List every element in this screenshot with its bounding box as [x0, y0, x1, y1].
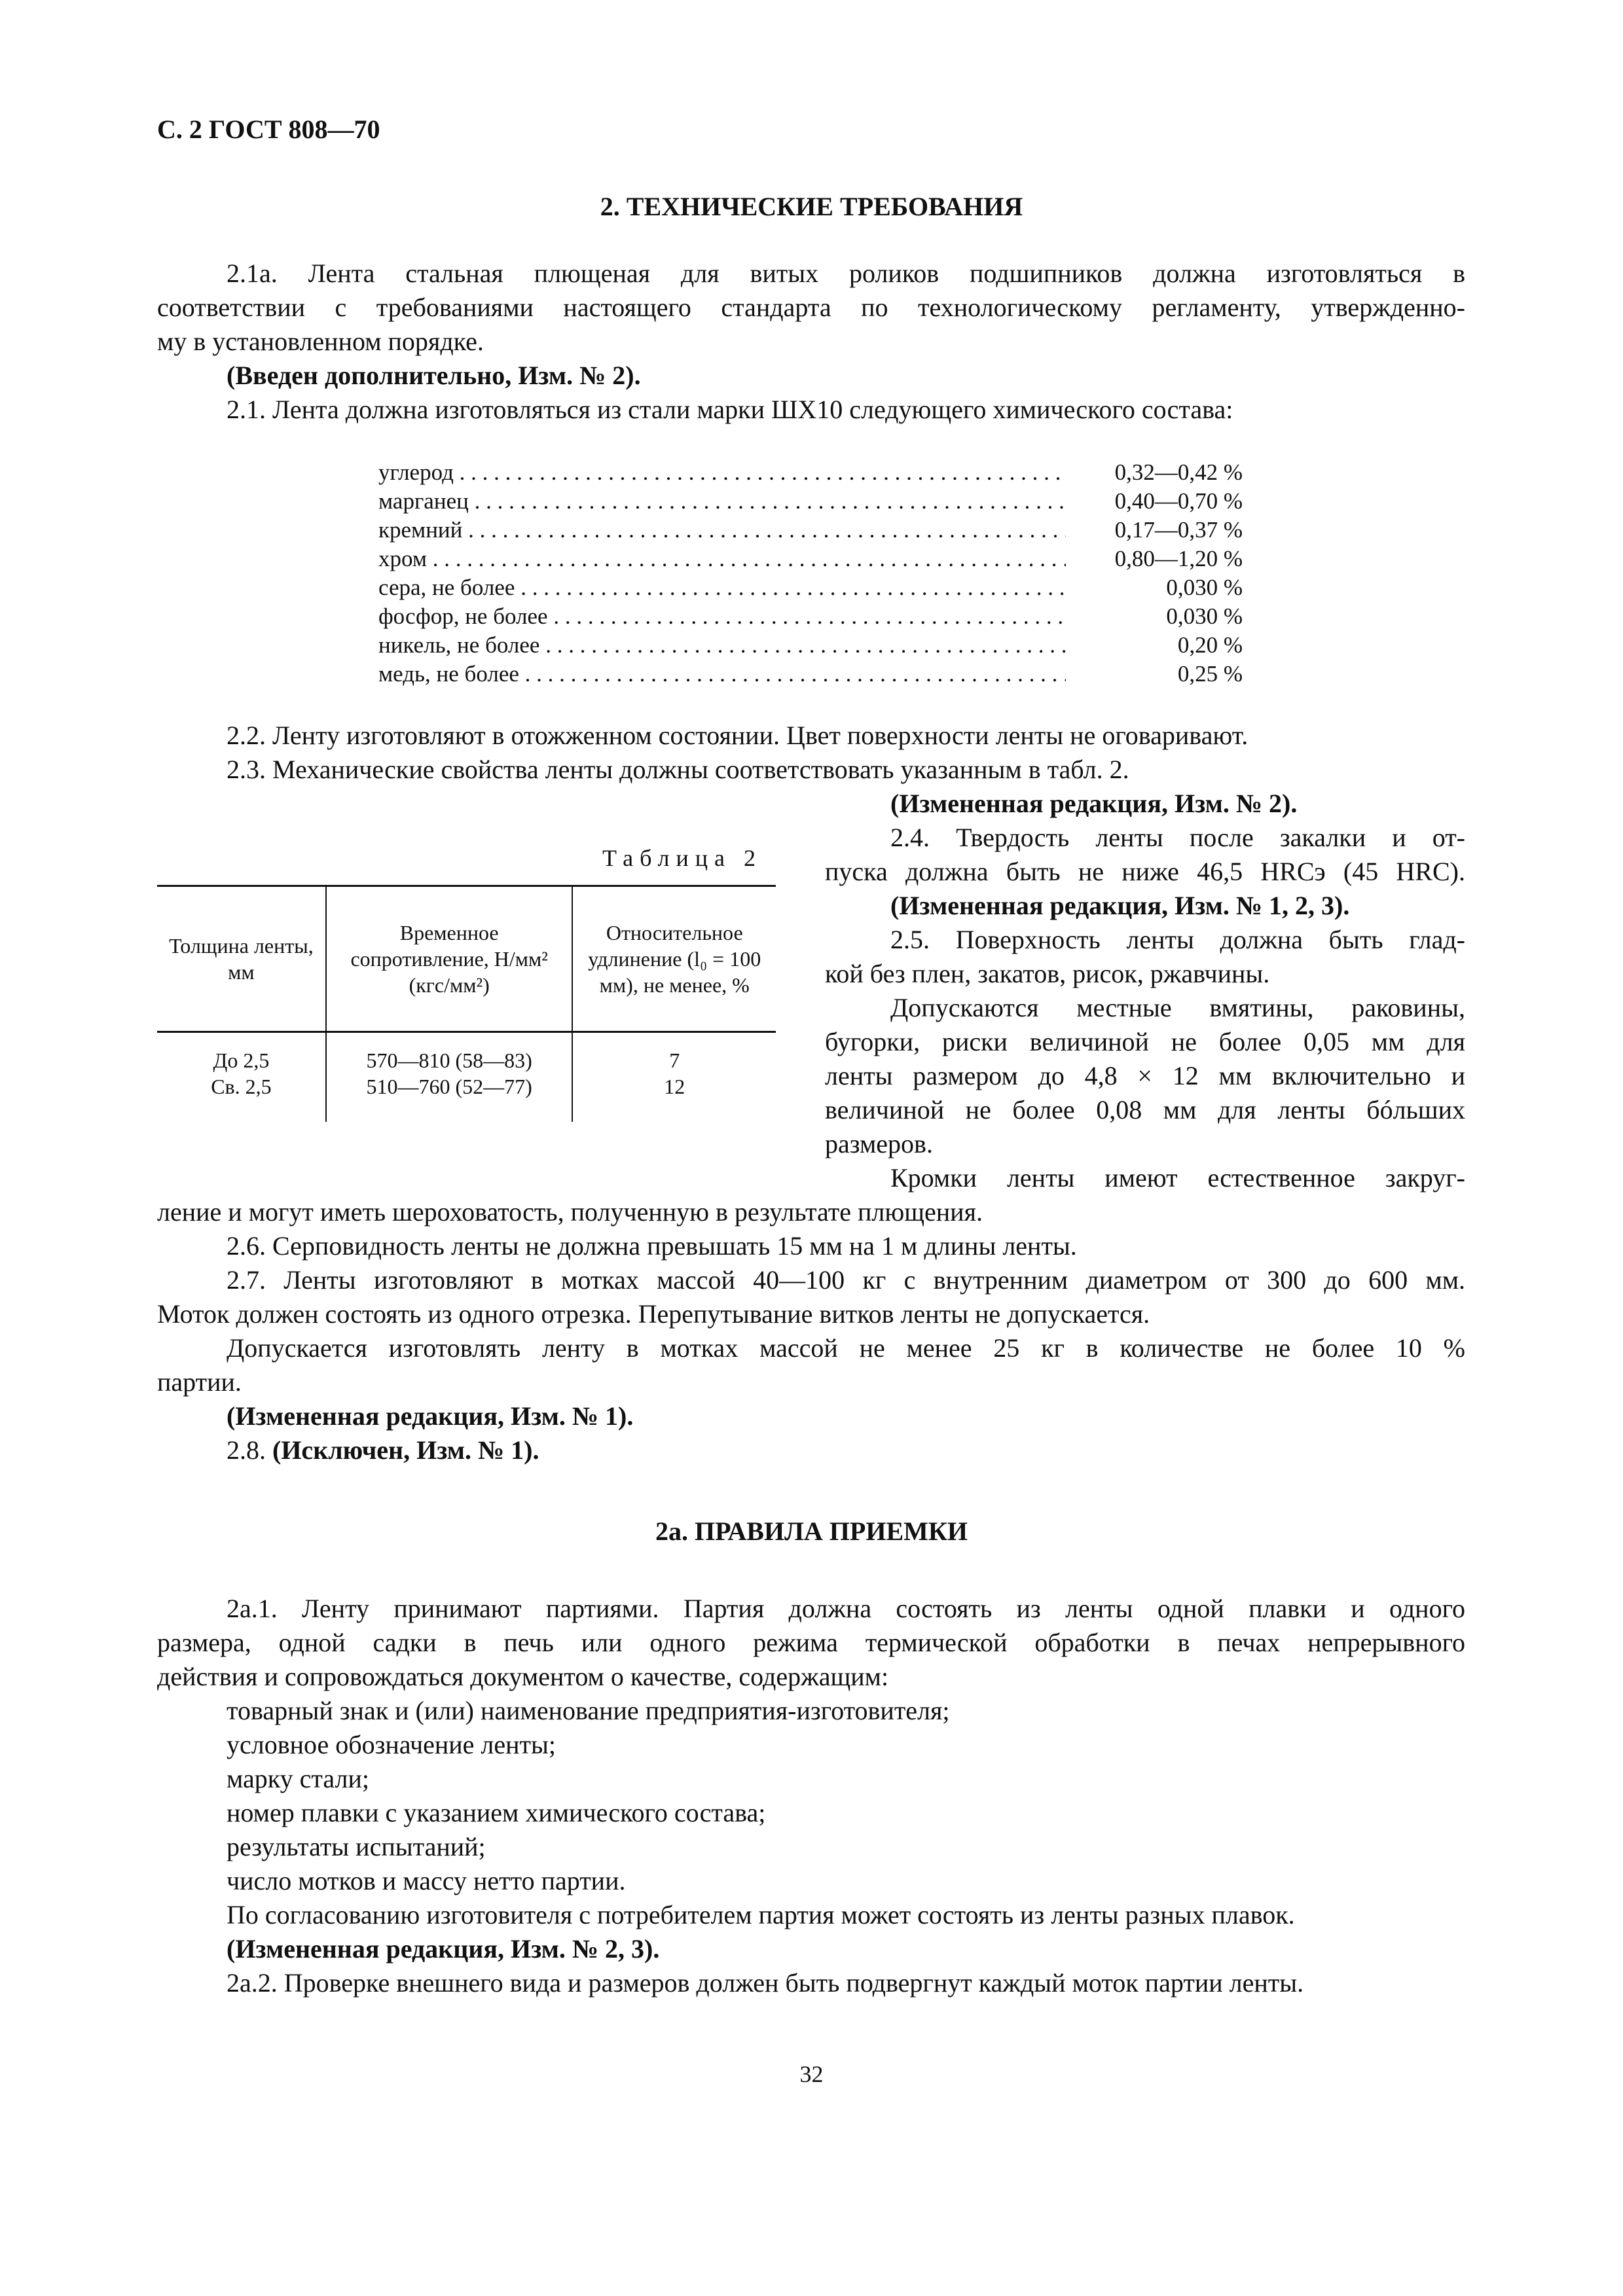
chem-name: сера, не более . . . — [378, 573, 1066, 602]
chem-row — [378, 545, 1243, 573]
cell-value: 12 — [664, 1075, 685, 1098]
p21: 2.1. Лента должна изготовляться из стали марки ШХ10 следующего химического состава: — [227, 395, 1233, 424]
p21a-note: (Введен дополнительно, Изм. № 2). — [227, 361, 641, 390]
p23-note: (Измененная редакция, Изм. № 2). — [890, 789, 1298, 818]
chem-row — [378, 660, 1243, 689]
col-header-thickness: Толщина ленты, мм — [157, 886, 326, 1032]
chem-name: марганец . . . — [378, 487, 1066, 516]
chem-row — [378, 458, 1243, 487]
chem-value: 0,030 % — [1166, 575, 1243, 600]
col-header-strength: Временное сопротивление, Н/мм² (кгс/мм²) — [326, 886, 573, 1032]
p28-number: 2.8. — [227, 1435, 266, 1465]
chem-value: 0,40—0,70 % — [1114, 488, 1243, 514]
page-header: С. 2 ГОСТ 808—70 — [157, 115, 380, 144]
p21a-line1: 2.1а. Лента стальная плющеная для витых роликов подшипников должна изготовляться в — [227, 259, 1465, 288]
p25-line2: кой без плен, закатов, рисок, ржавчины. — [825, 959, 1270, 988]
p25b-line5: размеров. — [825, 1129, 933, 1158]
chem-row — [378, 573, 1243, 602]
p27b-line1: Допускается изготовлять ленту в мотках массой не менее 25 кг в количестве не более 10 % — [227, 1333, 1465, 1363]
table-cell — [326, 1032, 573, 1122]
chem-name: хром . . . — [378, 545, 1066, 573]
section-2-title: 2. ТЕХНИЧЕСКИЕ ТРЕБОВАНИЯ — [600, 192, 1023, 221]
page-number: 32 — [799, 2061, 824, 2087]
col-header-elongation: Относительное удлинение (l₀ = 100 мм), не менее, % — [572, 886, 776, 1032]
section-2a-title: 2а. ПРАВИЛА ПРИЕМКИ — [655, 1516, 968, 1546]
table-header-row — [157, 886, 776, 1032]
list-item: результаты испытаний; — [227, 1832, 486, 1861]
table-cell — [157, 1032, 326, 1122]
list-item: номер плавки с указанием химического состава; — [227, 1798, 766, 1827]
p25c-line1: Кромки ленты имеют естественное закруг- — [890, 1163, 1465, 1193]
p27-line2: Моток должен состоять из одного отрезка. Перепутывание витков ленты не допускается. — [157, 1299, 1150, 1329]
table-row — [157, 1032, 776, 1122]
chem-row — [378, 602, 1243, 631]
p25b-line1: Допускаются местные вмятины, раковины, — [890, 993, 1465, 1022]
cell-value: 7 — [669, 1049, 680, 1072]
chem-value: 0,32—0,42 % — [1114, 459, 1243, 485]
p26: 2.6. Серповидность ленты не должна превышать 15 мм на 1 м длины ленты. — [227, 1231, 1077, 1261]
p22: 2.2. Ленту изготовляют в отожженном состоянии. Цвет поверхности ленты не оговаривают. — [227, 721, 1249, 750]
p27-note: (Измененная редакция, Изм. № 1). — [227, 1401, 634, 1431]
p2a1b: По согласованию изготовителя с потребителем партия может состоять из ленты разных плавок. — [227, 1900, 1295, 1929]
chem-row — [378, 631, 1243, 660]
p2a1-line3: действия и сопровождаться документом о качестве, содержащим: — [157, 1662, 889, 1691]
chem-name: медь, не более . . . — [378, 660, 1066, 689]
p25b-line4: величиной не более 0,08 мм для ленты бóльших — [825, 1095, 1465, 1124]
p24-line1: 2.4. Твердость ленты после закалки и от- — [890, 823, 1465, 852]
cell-value: Св. 2,5 — [211, 1075, 272, 1098]
p21a-line3: му в установленном порядке. — [157, 327, 484, 356]
list-item: условное обозначение ленты; — [227, 1730, 556, 1759]
chem-value: 0,030 % — [1166, 603, 1243, 629]
chem-name: углерод . . . — [378, 458, 1066, 487]
list-item: марку стали; — [227, 1764, 369, 1793]
cell-value: До 2,5 — [213, 1049, 270, 1072]
p2a1-note: (Измененная редакция, Изм. № 2, 3). — [227, 1934, 660, 1964]
table-cell — [572, 1032, 776, 1122]
p28 — [227, 1433, 539, 1467]
table-caption: Таблица 2 — [602, 845, 762, 871]
chem-value: 0,25 % — [1177, 661, 1243, 687]
p2a1-line1: 2а.1. Ленту принимают партиями. Партия должна состоять из ленты одной плавки и одного — [227, 1594, 1465, 1623]
table-2 — [157, 885, 776, 1122]
chemical-composition-list — [378, 458, 1243, 689]
list-item: число мотков и массу нетто партии. — [227, 1866, 626, 1895]
p24-line2: пуска должна быть не ниже 46,5 HRCэ (45 HRC). — [825, 857, 1465, 886]
chem-row — [378, 516, 1243, 545]
p27-line1: 2.7. Ленты изготовляют в мотках массой 40—100 кг с внутренним диаметром от 300 до 600 мм. — [227, 1265, 1465, 1295]
p21a-line2: соответствии с требованиями настоящего стандарта по технологическому регламенту, утвержденно- — [157, 293, 1465, 322]
p28-text: (Исключен, Изм. № 1). — [272, 1435, 539, 1465]
list-item: товарный знак и (или) наименование предприятия-изготовителя; — [227, 1696, 950, 1725]
chem-value: 0,17—0,37 % — [1114, 517, 1243, 543]
p24-note: (Измененная редакция, Изм. № 1, 2, 3). — [890, 891, 1350, 920]
p2a1-line2: размера, одной садки в печь или одного режима термической обработки в печах непрерывного — [157, 1628, 1465, 1657]
chem-value: 0,80—1,20 % — [1114, 546, 1243, 571]
cell-value: 510—760 (52—77) — [366, 1075, 532, 1098]
p23: 2.3. Механические свойства ленты должны соответствовать указанным в табл. 2. — [227, 755, 1129, 784]
p2a2: 2а.2. Проверке внешнего вида и размеров должен быть подвергнут каждый моток партии ленты. — [227, 1968, 1304, 1998]
p25-line1: 2.5. Поверхность ленты должна быть глад- — [890, 925, 1465, 954]
cell-value: 570—810 (58—83) — [366, 1049, 532, 1072]
chem-name: фосфор, не более . . . — [378, 602, 1066, 631]
p27b-line2: партии. — [157, 1367, 242, 1397]
chem-row — [378, 487, 1243, 516]
chem-value: 0,20 % — [1177, 632, 1243, 658]
chem-name: кремний . . . — [378, 516, 1066, 545]
p25b-line3: ленты размером до 4,8 × 12 мм включительно и — [825, 1061, 1465, 1090]
p25b-line2: бугорки, риски величиной не более 0,05 мм для — [825, 1027, 1465, 1056]
chem-name: никель, не более . . . — [378, 631, 1066, 660]
p25c-line2: ление и могут иметь шероховатость, полученную в результате плющения. — [157, 1197, 983, 1227]
